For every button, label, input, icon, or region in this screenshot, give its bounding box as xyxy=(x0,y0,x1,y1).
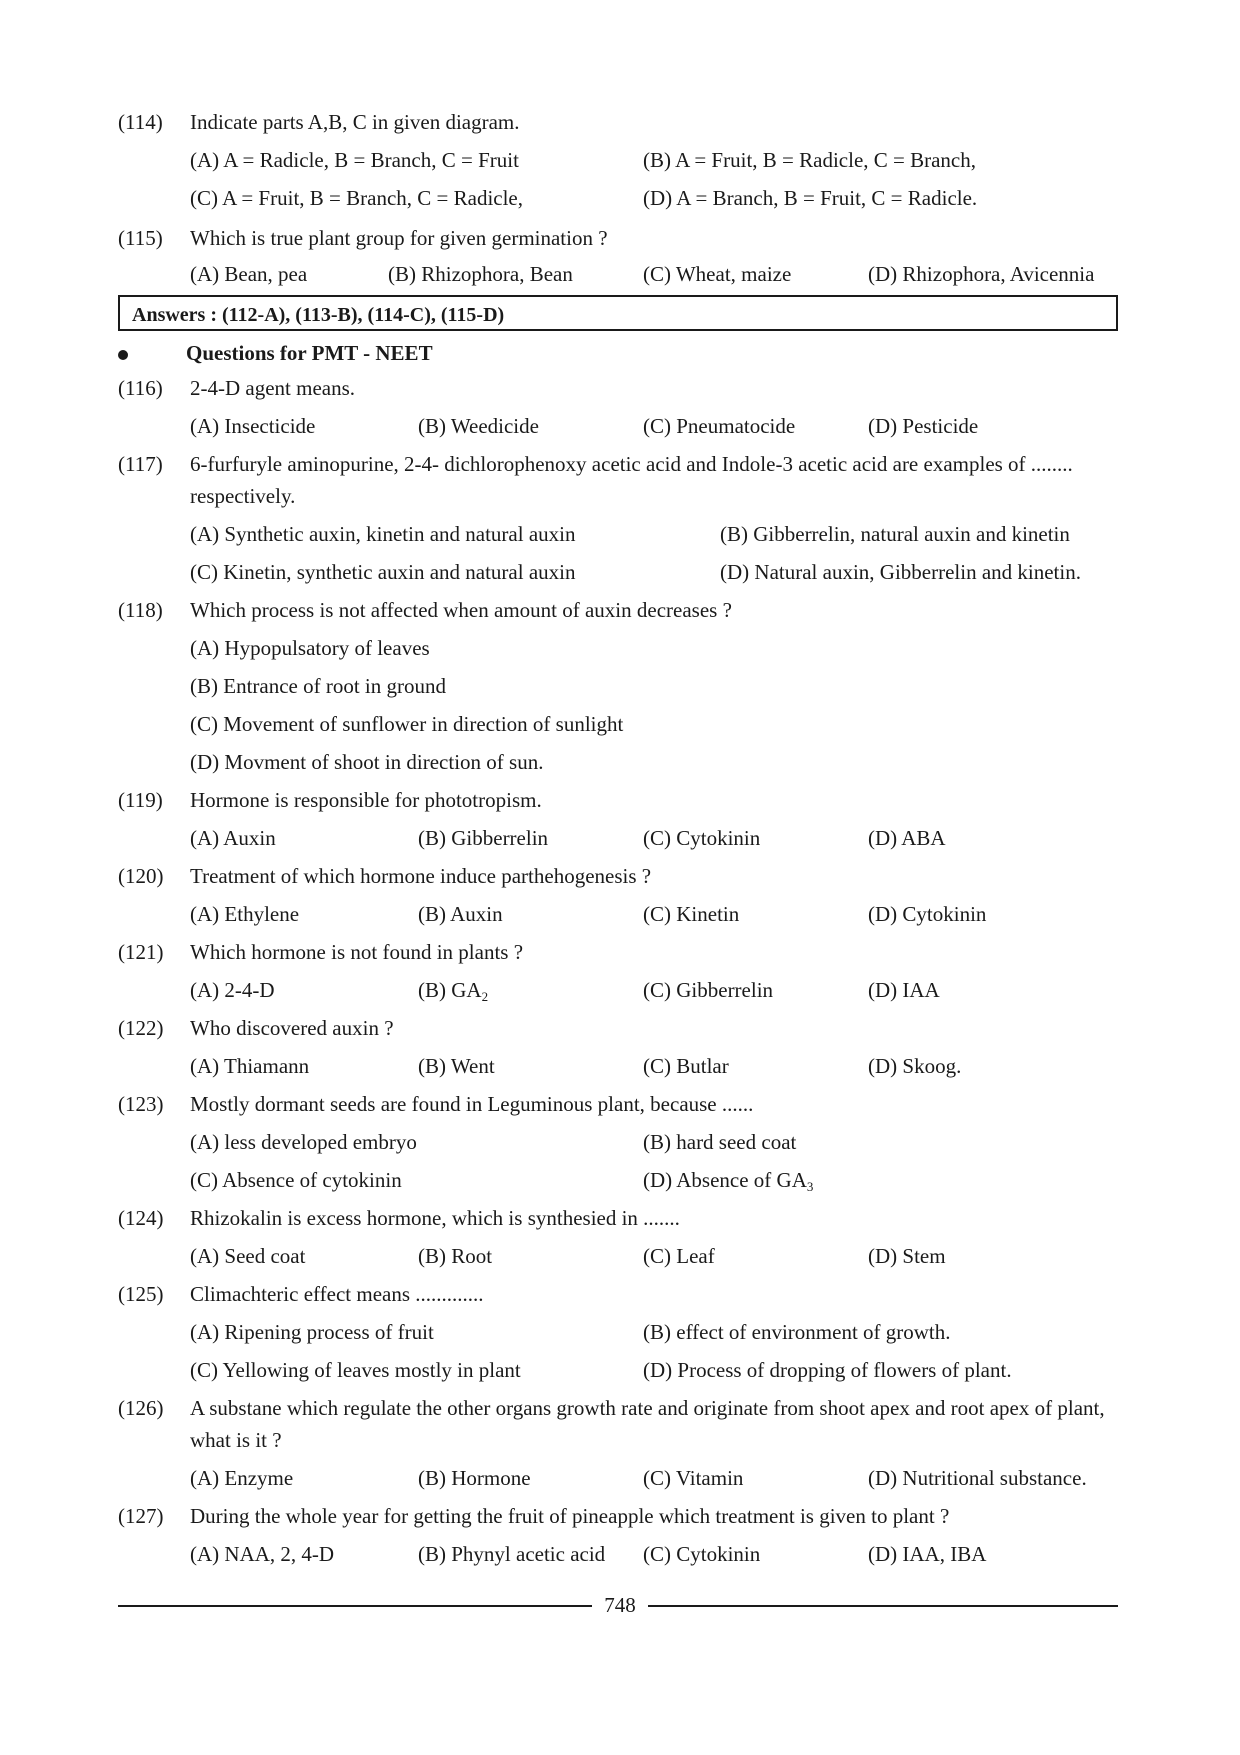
options-127 xyxy=(190,1538,1130,1576)
option-b: (B) Auxin xyxy=(418,902,503,926)
option-c: (C) Leaf xyxy=(643,1244,715,1268)
option-b: (B) Root xyxy=(418,1244,493,1268)
options-116 xyxy=(190,410,1130,448)
question-number: (127) xyxy=(118,1504,164,1528)
option-d: (D) Stem xyxy=(868,1244,946,1268)
question-115 xyxy=(118,222,1128,254)
options-121 xyxy=(190,974,1130,1012)
question-text: Climachteric effect means ............. xyxy=(190,1282,484,1306)
options-117 xyxy=(190,518,1130,594)
option-d: (D) Process of dropping of flowers of plant. xyxy=(643,1358,1012,1382)
option-d: (D) A = Branch, B = Fruit, C = Radicle. xyxy=(643,186,978,210)
option-a: (A) Hypopulsatory of leaves xyxy=(190,636,430,660)
option-a: (A) Ethylene xyxy=(190,902,300,926)
subscript: 3 xyxy=(806,1179,814,1194)
option-a: (A) Insecticide xyxy=(190,414,316,438)
question-121 xyxy=(118,936,1128,968)
option-d: (D) IAA, IBA xyxy=(868,1542,987,1566)
question-number: (115) xyxy=(118,226,163,250)
option-c: (C) Kinetin, synthetic auxin and natural auxin xyxy=(190,560,576,584)
options-118 xyxy=(190,632,1130,784)
question-text: Hormone is responsible for phototropism. xyxy=(190,788,542,812)
options-115 xyxy=(190,258,1130,296)
options-125 xyxy=(190,1316,1130,1392)
option-c: (C) Absence of cytokinin xyxy=(190,1168,402,1192)
options-123 xyxy=(190,1126,1130,1202)
section-heading xyxy=(118,337,433,369)
option-c: (C) Yellowing of leaves mostly in plant xyxy=(190,1358,521,1382)
option-a: (A) Synthetic auxin, kinetin and natural auxin xyxy=(190,522,576,546)
question-number: (114) xyxy=(118,110,163,134)
section-heading-text: Questions for PMT - NEET xyxy=(186,341,433,365)
option-d: (D) ABA xyxy=(868,826,946,850)
option-b: (B) A = Fruit, B = Radicle, C = Branch, xyxy=(643,148,977,172)
option-c: (C) Cytokinin xyxy=(643,826,761,850)
question-number: (122) xyxy=(118,1016,164,1040)
option-c: (C) Wheat, maize xyxy=(643,262,792,286)
question-text: During the whole year for getting the fruit of pineapple which treatment is given to plant ? xyxy=(190,1504,950,1528)
question-text: Rhizokalin is excess hormone, which is synthesied in ....... xyxy=(190,1206,680,1230)
question-126 xyxy=(118,1392,1128,1456)
question-number: (120) xyxy=(118,864,164,888)
option-d-text: (D) Absence of GA xyxy=(643,1168,807,1192)
question-120 xyxy=(118,860,1128,892)
question-116 xyxy=(118,372,1128,404)
option-d: (D) Movment of shoot in direction of sun. xyxy=(190,750,544,774)
question-119 xyxy=(118,784,1128,816)
option-b: (B) Gibberrelin xyxy=(418,826,549,850)
option-a: (A) Thiamann xyxy=(190,1054,310,1078)
option-b xyxy=(418,974,488,1013)
option-c: (C) Movement of sunflower in direction of sunlight xyxy=(190,712,624,736)
question-number: (125) xyxy=(118,1282,164,1306)
options-119 xyxy=(190,822,1130,860)
question-text: Treatment of which hormone induce parthehogenesis ? xyxy=(190,864,652,888)
question-number: (124) xyxy=(118,1206,164,1230)
option-a: (A) Enzyme xyxy=(190,1466,294,1490)
footer-rule-right xyxy=(648,1605,1118,1607)
option-b: (B) Entrance of root in ground xyxy=(190,674,447,698)
question-number: (116) xyxy=(118,376,163,400)
bullet-icon xyxy=(118,350,128,360)
option-b: (B) Weedicide xyxy=(418,414,539,438)
option-c: (C) Kinetin xyxy=(643,902,740,926)
question-text: Mostly dormant seeds are found in Leguminous plant, because ...... xyxy=(190,1092,754,1116)
question-number: (118) xyxy=(118,598,163,622)
question-117 xyxy=(118,448,1128,512)
option-b: (B) Gibberrelin, natural auxin and kinetin xyxy=(720,522,1070,546)
option-a: (A) Ripening process of fruit xyxy=(190,1320,434,1344)
option-c: (C) Vitamin xyxy=(643,1466,744,1490)
option-a: (A) 2-4-D xyxy=(190,978,275,1002)
question-114 xyxy=(118,106,1128,138)
option-d: (D) Cytokinin xyxy=(868,902,987,926)
question-124 xyxy=(118,1202,1128,1234)
option-b: (B) Rhizophora, Bean xyxy=(388,262,573,286)
answers-box: Answers : (112-A), (113-B), (114-C), (115-D) xyxy=(118,295,1118,331)
option-a: (A) Auxin xyxy=(190,826,276,850)
option-c: (C) Gibberrelin xyxy=(643,978,774,1002)
option-c: (C) Cytokinin xyxy=(643,1542,761,1566)
option-b: (B) Phynyl acetic acid xyxy=(418,1542,606,1566)
question-text: Which hormone is not found in plants ? xyxy=(190,940,524,964)
option-d: (D) IAA xyxy=(868,978,940,1002)
option-d: (D) Nutritional substance. xyxy=(868,1466,1087,1490)
options-120 xyxy=(190,898,1130,936)
question-118 xyxy=(118,594,1128,626)
option-a: (A) NAA, 2, 4-D xyxy=(190,1542,335,1566)
option-c: (C) A = Fruit, B = Branch, C = Radicle, xyxy=(190,186,524,210)
question-text: Indicate parts A,B, C in given diagram. xyxy=(190,110,520,134)
option-b: (B) effect of environment of growth. xyxy=(643,1320,951,1344)
question-number: (117) xyxy=(118,452,163,476)
option-c: (C) Butlar xyxy=(643,1054,729,1078)
option-d: (D) Rhizophora, Avicennia xyxy=(868,262,1095,286)
footer-rule-left xyxy=(118,1605,592,1607)
option-a: (A) A = Radicle, B = Branch, C = Fruit xyxy=(190,148,519,172)
option-a: (A) Seed coat xyxy=(190,1244,306,1268)
question-text: Which process is not affected when amount of auxin decreases ? xyxy=(190,598,732,622)
option-b-text: (B) GA xyxy=(418,978,482,1002)
option-d: (D) Skoog. xyxy=(868,1054,962,1078)
question-text: 6-furfuryle aminopurine, 2-4- dichlorophenoxy acetic acid and Indole-3 acetic acid are examples of ........ respectively. xyxy=(190,452,1073,508)
question-number: (123) xyxy=(118,1092,164,1116)
question-text: Which is true plant group for given germination ? xyxy=(190,226,608,250)
option-b: (B) hard seed coat xyxy=(643,1130,797,1154)
question-125 xyxy=(118,1278,1128,1310)
option-a: (A) Bean, pea xyxy=(190,262,308,286)
question-number: (119) xyxy=(118,788,163,812)
question-127 xyxy=(118,1500,1128,1532)
option-a: (A) less developed embryo xyxy=(190,1130,417,1154)
question-number: (126) xyxy=(118,1396,164,1420)
option-b: (B) Hormone xyxy=(418,1466,531,1490)
question-text: A substane which regulate the other organs growth rate and originate from shoot apex and root apex of plant, what is it ? xyxy=(190,1396,1105,1452)
question-text: 2-4-D agent means. xyxy=(190,376,356,400)
option-d: (D) Pesticide xyxy=(868,414,979,438)
option-d xyxy=(643,1164,813,1203)
options-126 xyxy=(190,1462,1130,1500)
question-123 xyxy=(118,1088,1128,1120)
options-124 xyxy=(190,1240,1130,1278)
option-d: (D) Natural auxin, Gibberrelin and kinetin. xyxy=(720,560,1081,584)
subscript: 2 xyxy=(481,989,489,1004)
question-text: Who discovered auxin ? xyxy=(190,1016,394,1040)
option-c: (C) Pneumatocide xyxy=(643,414,796,438)
question-number: (121) xyxy=(118,940,164,964)
options-122 xyxy=(190,1050,1130,1088)
option-b: (B) Went xyxy=(418,1054,495,1078)
options-114 xyxy=(190,144,1130,220)
page-number: 748 xyxy=(604,1593,636,1617)
question-122 xyxy=(118,1012,1128,1044)
